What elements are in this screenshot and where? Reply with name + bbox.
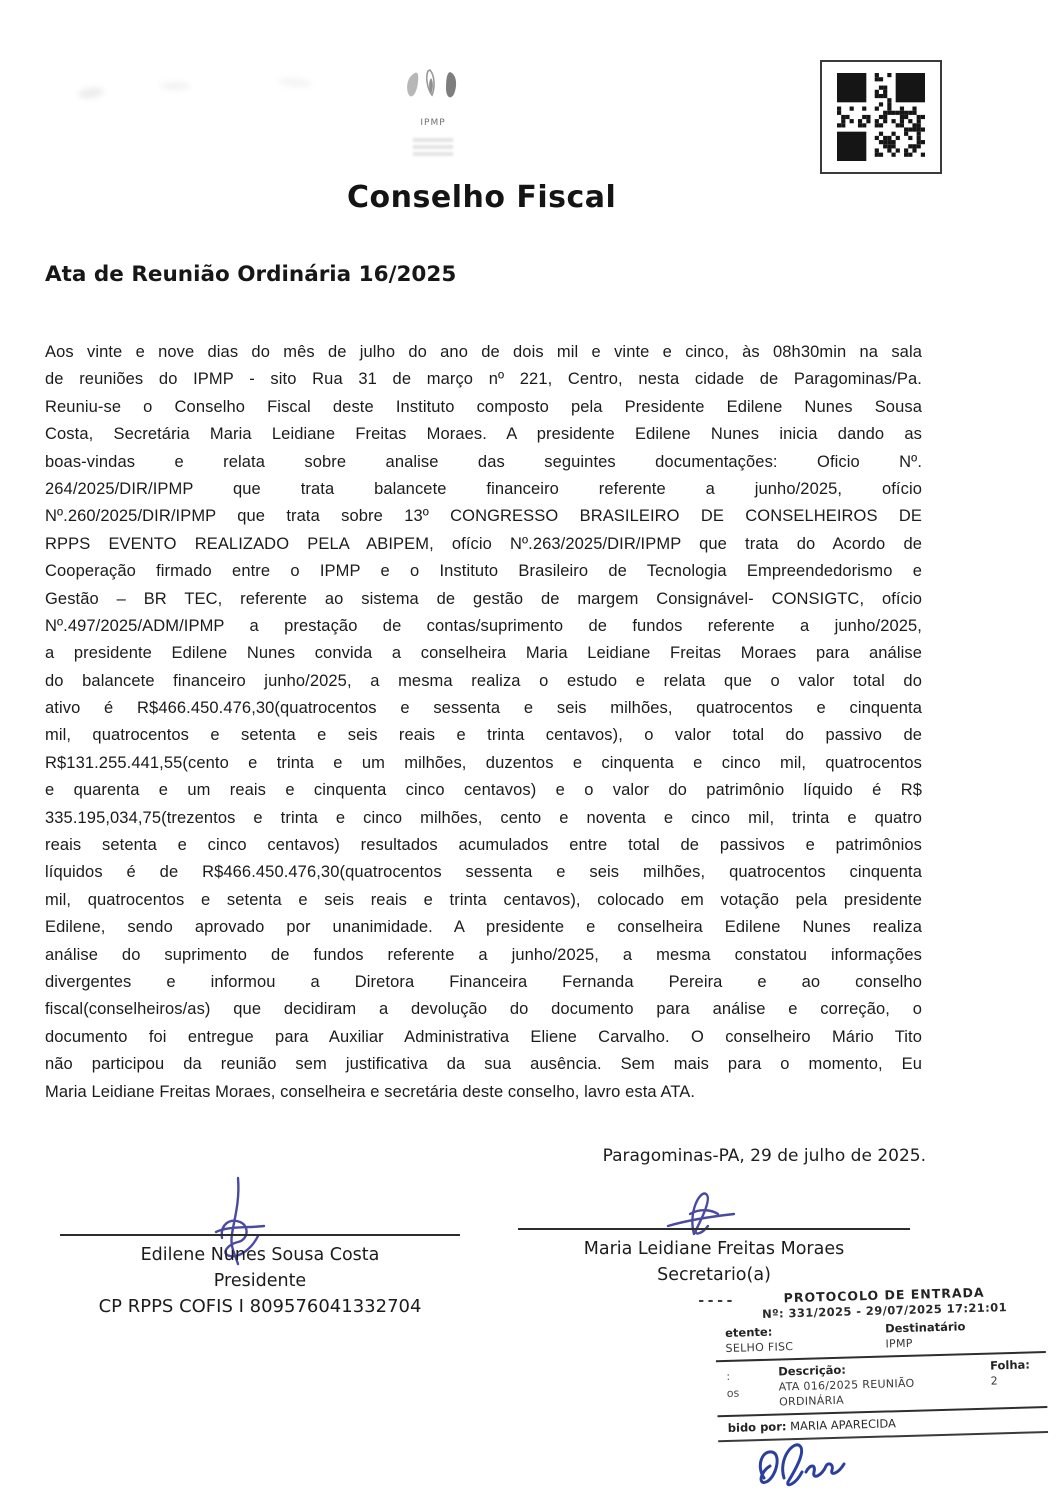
stamp-received-value: MARIA APARECIDA bbox=[789, 1416, 897, 1434]
protocol-stamp bbox=[724, 1283, 1048, 1446]
stamp-description bbox=[778, 1359, 991, 1409]
body-line: RPPS EVENTO REALIZADO PELA ABIPEM, ofício Nº.263/2025/DIR/IPMP que trata do Acordo de bbox=[45, 534, 922, 553]
qr-code-icon bbox=[837, 73, 925, 161]
body-line: divergentes e informou a Diretora Financeira Fernanda Pereira e ao conselho bbox=[45, 972, 922, 991]
stamp-description-value: ORDINÁRIA bbox=[778, 1393, 845, 1409]
date-place-line: Paragominas-PA, 29 de julho de 2025. bbox=[602, 1146, 926, 1166]
body-line: Nº.497/2025/ADM/IPMP a prestação de contas/suprimento de fundos referente a junho/2025, bbox=[45, 616, 922, 635]
president-registration: CP RPPS COFIS I 809576041332704 bbox=[98, 1296, 422, 1317]
body-line: mil, quatrocentos e setenta e seis reais e trinta centavos), colocado em votação pela presidente bbox=[45, 890, 922, 909]
stamp-fragment: os bbox=[726, 1386, 740, 1400]
body-line: ativo é R$466.450.476,30(quatrocentos e sessenta e seis milhões, quatrocentos e cinquenta bbox=[45, 699, 922, 718]
scan-smudge bbox=[160, 82, 190, 90]
stamp-number-line: Nº: 331/2025 - 29/07/2025 17:21:01 bbox=[761, 1300, 1008, 1321]
body-line: 264/2025/DIR/IPMP que trata balancete financeiro referente a junho/2025, ofício bbox=[45, 479, 922, 498]
minutes-body bbox=[45, 339, 922, 1106]
scan-smudge bbox=[278, 76, 313, 89]
stamp-sender-value: SELHO FISC bbox=[725, 1340, 794, 1355]
body-line: R$131.255.441,55(cento e trinta e um milhões, duzentos e cinquenta e cinco mil, quatrocentos bbox=[45, 753, 922, 772]
stamp-description-value: ATA 016/2025 REUNIÃO bbox=[778, 1376, 915, 1394]
signature-line bbox=[518, 1228, 910, 1230]
stamp-sender bbox=[725, 1322, 886, 1355]
president-signature-block bbox=[60, 1234, 460, 1320]
body-line: líquidos é de R$466.450.476,30(quatrocentos sessenta e seis milhões, quatrocentos cinquenta bbox=[45, 863, 922, 882]
body-line: Costa, Secretária Maria Leidiane Freitas Moraes. A presidente Edilene Nunes inicia dando as bbox=[45, 425, 922, 444]
stamp-recipient-value: IPMP bbox=[885, 1336, 913, 1351]
ipmp-logo-text: IPMP bbox=[420, 118, 446, 128]
body-line: Maria Leidiane Freitas Moraes, conselheira e secretária deste conselho, lavro esta ATA. bbox=[45, 1082, 696, 1101]
body-line: Edilene, sendo aprovado por unanimidade. A presidente e conselheira Edilene Nunes realiza bbox=[45, 918, 922, 937]
secretary-name: Maria Leidiane Freitas Moraes bbox=[583, 1239, 845, 1259]
body-line: Aos vinte e nove dias do mês de julho do ano de dois mil e vinte e cinco, às 08h30min na sala bbox=[45, 343, 922, 361]
body-line: Nº.260/2025/DIR/IPMP que trata sobre 13º CONGRESSO BRASILEIRO DE CONSELHEIROS DE bbox=[45, 507, 922, 526]
ipmp-logo-icon bbox=[401, 68, 465, 120]
body-line: 335.195,034,75(trezentos e trinta e cinco milhões, cento e noventa e cinco mil, trinta e quatro bbox=[45, 808, 922, 827]
body-line: Reuniu-se o Conselho Fiscal deste Instituto composto pela Presidente Edilene Nunes Sousa bbox=[45, 397, 922, 416]
stamp-fragment: : bbox=[726, 1369, 731, 1383]
body-line: Cooperação firmado entre o IPMP e o Instituto Brasileiro de Tecnologia Empreendedorismo e bbox=[45, 562, 922, 581]
scan-smudge bbox=[77, 86, 104, 100]
stamp-sheet bbox=[990, 1357, 1047, 1403]
page-title: Conselho Fiscal bbox=[347, 180, 617, 215]
body-line: e quarenta e um reais e cinquenta cinco centavos) e o valor do patrimônio líquido é R$ bbox=[45, 781, 922, 800]
president-name: Edilene Nunes Sousa Costa bbox=[140, 1245, 380, 1265]
document-subtitle: Ata de Reunião Ordinária 16/2025 bbox=[45, 262, 457, 287]
logo-caption-blur bbox=[413, 138, 453, 156]
body-line: fiscal(conselheiros/as) que decidiram a devolução do documento para análise e correção, o bbox=[45, 1000, 922, 1019]
body-line: não participou da reunião sem justificativa da sua ausência. Sem mais para o momento, Eu bbox=[45, 1055, 922, 1074]
body-line: mil, quatrocentos e setenta e seis reais e trinta centavos), o valor total do passivo de bbox=[45, 726, 922, 745]
signature-line bbox=[60, 1234, 460, 1236]
stamp-recipient bbox=[885, 1317, 1046, 1350]
stamp-sender-label: etente: bbox=[724, 1324, 773, 1340]
stamp-recipient-label: Destinatário bbox=[884, 1319, 966, 1336]
stamp-left-fragments bbox=[726, 1365, 779, 1410]
body-line: do balancete financeiro junho/2025, a mesma realiza o estudo e relata que o valor total do bbox=[45, 671, 922, 690]
secretary-signature-block bbox=[518, 1228, 910, 1288]
stamp-description-label: Descrição: bbox=[778, 1362, 847, 1379]
body-line: boas-vindas e relata sobre analise das seguintes documentações: Oficio Nº. bbox=[45, 452, 922, 471]
secretary-role: Secretario(a) bbox=[657, 1265, 771, 1285]
stamp-received-label: bido por: bbox=[727, 1419, 787, 1435]
body-line: reais setenta e cinco centavos) resultados acumulados entre total de passivos e patrimônios bbox=[45, 836, 922, 855]
body-line: a presidente Edilene Nunes convida a conselheira Maria Leidiane Freitas Moraes para análise bbox=[45, 644, 922, 663]
stamp-title: PROTOCOLO DE ENTRADA bbox=[783, 1284, 985, 1306]
body-line: documento foi entregue para Auxiliar Administrativa Eliene Carvalho. O conselheiro Mário Tito bbox=[45, 1027, 922, 1046]
ipmp-logo bbox=[398, 68, 468, 159]
body-line: análise do suprimento de fundos referente a junho/2025, a mesma constatou informações bbox=[45, 945, 922, 964]
body-line: Gestão – BR TEC, referente ao sistema de gestão de margem Consignável- CONSIGTC, ofício bbox=[45, 589, 922, 608]
dash-marks: ---- bbox=[697, 1293, 735, 1309]
stamp-sheet-label: Folha: bbox=[989, 1357, 1031, 1373]
body-line: de reuniões do IPMP - sito Rua 31 de março nº 221, Centro, nesta cidade de Paragominas/Pa. bbox=[45, 370, 922, 389]
qr-code bbox=[820, 60, 942, 174]
stamp-sheet-value: 2 bbox=[990, 1374, 999, 1388]
receiver-signature-ink bbox=[750, 1432, 870, 1494]
president-role: Presidente bbox=[213, 1271, 307, 1291]
